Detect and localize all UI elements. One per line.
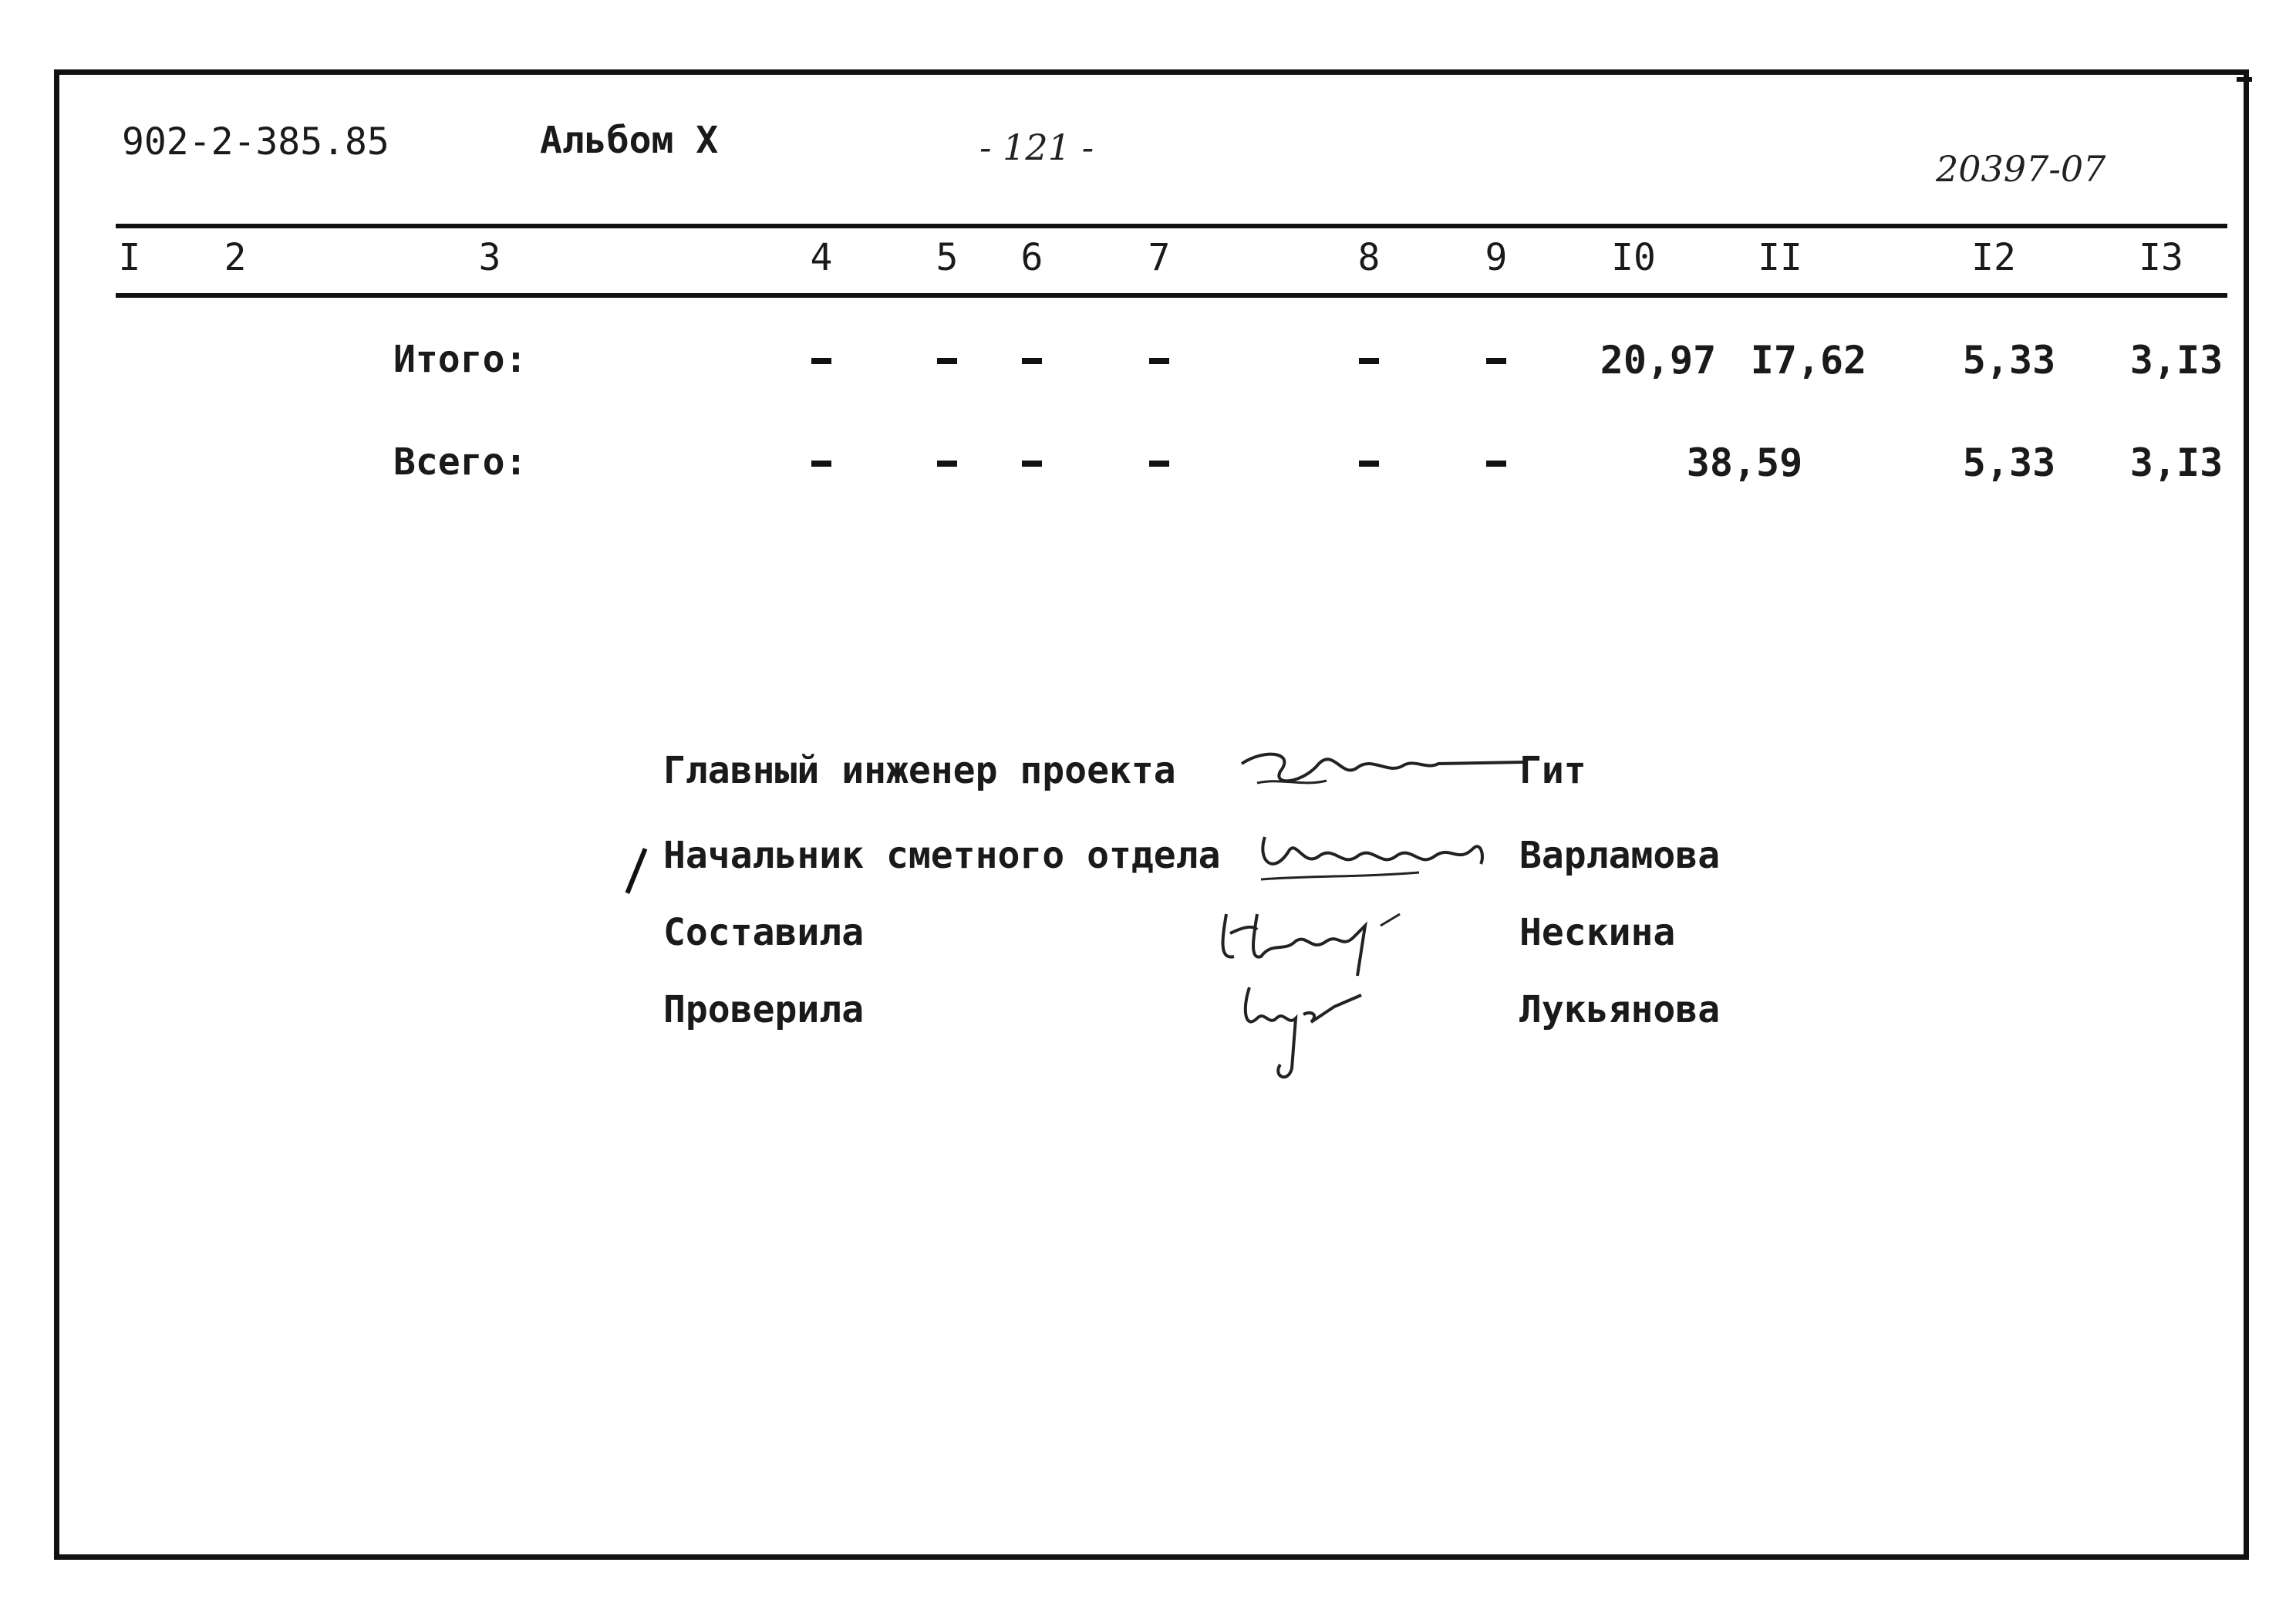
table-header-rule <box>116 293 2227 298</box>
column-number: 2 <box>224 236 247 279</box>
empty-cell-dash <box>811 358 831 364</box>
signature-compiler <box>1211 903 1419 980</box>
itogo-col12-value: 5,33 <box>1962 338 2056 383</box>
column-number: 9 <box>1485 236 1508 279</box>
column-number: I <box>118 236 141 279</box>
column-number: 4 <box>810 236 833 279</box>
itogo-col11-value: I7,62 <box>1750 338 1867 383</box>
signature-title: Проверила <box>663 988 865 1031</box>
signature-checker <box>1226 976 1365 1084</box>
signature-estimate-head <box>1249 822 1496 891</box>
column-number: 6 <box>1020 236 1043 279</box>
table-top-rule <box>116 224 2227 228</box>
itogo-col10-value: 20,97 <box>1600 338 1717 383</box>
row-label-itogo: Итого: <box>393 338 528 381</box>
row-label-vsego: Всего: <box>393 440 528 484</box>
empty-cell-dash <box>1022 358 1042 364</box>
column-number: 8 <box>1357 236 1381 279</box>
empty-cell-dash <box>1359 461 1379 467</box>
signature-name: Лукьянова <box>1519 988 1721 1031</box>
column-number: I3 <box>2139 236 2183 279</box>
vsego-col13-value: 3,I3 <box>2129 440 2224 485</box>
column-number: I2 <box>1971 236 2016 279</box>
empty-cell-dash <box>811 461 831 467</box>
signature-name: Варламова <box>1519 834 1721 877</box>
empty-cell-dash <box>1486 461 1506 467</box>
vsego-col12-value: 5,33 <box>1962 440 2056 485</box>
album-label: Альбом X <box>540 119 719 162</box>
column-number: I0 <box>1611 236 1656 279</box>
signature-title: Главный инженер проекта <box>663 749 1176 792</box>
signature-chief-engineer <box>1234 741 1527 802</box>
empty-cell-dash <box>937 461 957 467</box>
column-number: II <box>1758 236 1802 279</box>
empty-cell-dash <box>937 358 957 364</box>
empty-cell-dash <box>1486 358 1506 364</box>
empty-cell-dash <box>1022 461 1042 467</box>
empty-cell-dash <box>1359 358 1379 364</box>
signature-name: Гит <box>1519 749 1586 792</box>
empty-cell-dash <box>1149 461 1169 467</box>
empty-cell-dash <box>1149 358 1169 364</box>
vsego-col10-11-value: 38,59 <box>1686 440 1803 485</box>
document-code: 902-2-385.85 <box>122 120 389 164</box>
archive-number: 20397-07 <box>1936 148 2106 190</box>
itogo-col13-value: 3,I3 <box>2129 338 2224 383</box>
column-number: 5 <box>936 236 959 279</box>
page-number: - 121 - <box>979 127 1094 168</box>
signature-title: Начальник сметного отдела <box>663 834 1221 877</box>
column-number: 7 <box>1148 236 1171 279</box>
signature-title: Составила <box>663 911 865 954</box>
frame-edge-mark <box>2237 77 2252 82</box>
signature-name: Нескина <box>1519 911 1676 954</box>
column-number: 3 <box>478 236 501 279</box>
